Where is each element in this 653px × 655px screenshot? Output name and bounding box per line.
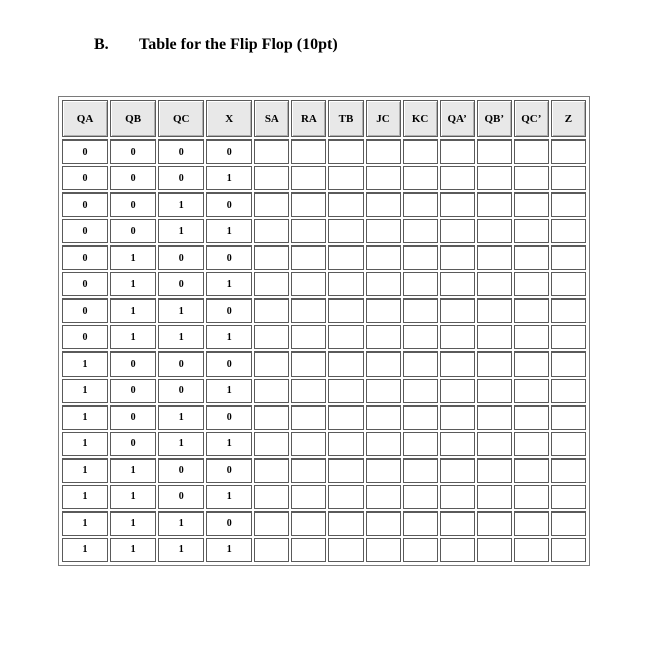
input-cell: 0	[110, 166, 156, 190]
blank-answer-cell[interactable]	[291, 351, 326, 376]
table-row	[62, 405, 586, 430]
table-row	[62, 272, 586, 296]
blank-answer-cell[interactable]	[403, 298, 438, 323]
input-cell: 0	[206, 351, 252, 376]
blank-answer-cell[interactable]	[477, 405, 512, 430]
table-row	[62, 166, 586, 190]
blank-answer-cell[interactable]	[328, 485, 363, 509]
column-header: X	[206, 100, 252, 137]
blank-answer-cell[interactable]	[440, 139, 475, 164]
blank-answer-cell[interactable]	[551, 166, 586, 190]
blank-answer-cell[interactable]	[551, 351, 586, 376]
input-cell: 1	[206, 538, 252, 562]
input-cell: 0	[206, 139, 252, 164]
input-cell: 0	[158, 139, 204, 164]
blank-answer-cell[interactable]	[366, 272, 401, 296]
blank-answer-cell[interactable]	[440, 351, 475, 376]
input-cell: 0	[110, 379, 156, 403]
table-row	[62, 379, 586, 403]
input-cell: 1	[158, 192, 204, 217]
blank-answer-cell[interactable]	[366, 325, 401, 349]
blank-answer-cell[interactable]	[514, 166, 549, 190]
table-row	[62, 351, 586, 376]
blank-answer-cell[interactable]	[551, 298, 586, 323]
input-cell: 0	[62, 298, 108, 323]
input-cell: 1	[62, 379, 108, 403]
input-cell: 1	[206, 379, 252, 403]
blank-answer-cell[interactable]	[328, 511, 363, 536]
input-cell: 1	[110, 245, 156, 270]
blank-answer-cell[interactable]	[477, 432, 512, 456]
input-cell: 1	[110, 538, 156, 562]
blank-answer-cell[interactable]	[328, 166, 363, 190]
blank-answer-cell[interactable]	[366, 192, 401, 217]
blank-answer-cell[interactable]	[514, 351, 549, 376]
blank-answer-cell[interactable]	[514, 139, 549, 164]
blank-answer-cell[interactable]	[477, 192, 512, 217]
blank-answer-cell[interactable]	[328, 379, 363, 403]
blank-answer-cell[interactable]	[551, 405, 586, 430]
blank-answer-cell[interactable]	[551, 219, 586, 243]
blank-answer-cell[interactable]	[440, 511, 475, 536]
input-cell: 1	[206, 432, 252, 456]
blank-answer-cell[interactable]	[291, 379, 326, 403]
blank-answer-cell[interactable]	[440, 219, 475, 243]
blank-answer-cell[interactable]	[291, 272, 326, 296]
blank-answer-cell[interactable]	[403, 485, 438, 509]
blank-answer-cell[interactable]	[291, 511, 326, 536]
blank-answer-cell[interactable]	[440, 166, 475, 190]
table-row	[62, 298, 586, 323]
blank-answer-cell[interactable]	[551, 192, 586, 217]
input-cell: 1	[206, 166, 252, 190]
blank-answer-cell[interactable]	[477, 538, 512, 562]
input-cell: 0	[206, 405, 252, 430]
input-cell: 0	[110, 139, 156, 164]
blank-answer-cell[interactable]	[403, 325, 438, 349]
blank-answer-cell[interactable]	[514, 538, 549, 562]
blank-answer-cell[interactable]	[291, 166, 326, 190]
flip-flop-table-frame	[58, 96, 590, 566]
table-row	[62, 219, 586, 243]
table-row	[62, 432, 586, 456]
blank-answer-cell[interactable]	[403, 538, 438, 562]
input-cell: 0	[158, 351, 204, 376]
table-row	[62, 485, 586, 509]
blank-answer-cell[interactable]	[254, 166, 289, 190]
blank-answer-cell[interactable]	[477, 166, 512, 190]
blank-answer-cell[interactable]	[403, 458, 438, 483]
blank-answer-cell[interactable]	[551, 139, 586, 164]
input-cell: 0	[62, 166, 108, 190]
blank-answer-cell[interactable]	[440, 272, 475, 296]
input-cell: 0	[158, 485, 204, 509]
blank-answer-cell[interactable]	[291, 192, 326, 217]
blank-answer-cell[interactable]	[328, 351, 363, 376]
column-header: KC	[403, 100, 438, 137]
table-body	[62, 139, 586, 562]
column-header: TB	[328, 100, 363, 137]
blank-answer-cell[interactable]	[254, 245, 289, 270]
input-cell: 1	[110, 272, 156, 296]
blank-answer-cell[interactable]	[514, 458, 549, 483]
input-cell: 0	[110, 405, 156, 430]
input-cell: 1	[110, 325, 156, 349]
input-cell: 1	[62, 351, 108, 376]
input-cell: 0	[110, 192, 156, 217]
input-cell: 0	[206, 192, 252, 217]
blank-answer-cell[interactable]	[328, 405, 363, 430]
blank-answer-cell[interactable]	[254, 432, 289, 456]
header-row	[62, 100, 586, 137]
blank-answer-cell[interactable]	[328, 272, 363, 296]
input-cell: 0	[110, 219, 156, 243]
blank-answer-cell[interactable]	[254, 325, 289, 349]
blank-answer-cell[interactable]	[551, 538, 586, 562]
blank-answer-cell[interactable]	[328, 139, 363, 164]
blank-answer-cell[interactable]	[440, 325, 475, 349]
input-cell: 1	[206, 325, 252, 349]
table-row	[62, 538, 586, 562]
blank-answer-cell[interactable]	[551, 511, 586, 536]
blank-answer-cell[interactable]	[254, 351, 289, 376]
blank-answer-cell[interactable]	[328, 325, 363, 349]
blank-answer-cell[interactable]	[291, 245, 326, 270]
blank-answer-cell[interactable]	[551, 485, 586, 509]
blank-answer-cell[interactable]	[254, 485, 289, 509]
blank-answer-cell[interactable]	[366, 139, 401, 164]
blank-answer-cell[interactable]	[328, 192, 363, 217]
input-cell: 1	[62, 485, 108, 509]
input-cell: 0	[110, 432, 156, 456]
blank-answer-cell[interactable]	[254, 458, 289, 483]
flip-flop-table	[60, 98, 588, 564]
input-cell: 0	[62, 325, 108, 349]
blank-answer-cell[interactable]	[514, 298, 549, 323]
input-cell: 1	[158, 325, 204, 349]
blank-answer-cell[interactable]	[254, 139, 289, 164]
blank-answer-cell[interactable]	[514, 219, 549, 243]
blank-answer-cell[interactable]	[477, 245, 512, 270]
blank-answer-cell[interactable]	[551, 458, 586, 483]
blank-answer-cell[interactable]	[254, 219, 289, 243]
blank-answer-cell[interactable]	[254, 298, 289, 323]
blank-answer-cell[interactable]	[477, 485, 512, 509]
blank-answer-cell[interactable]	[514, 485, 549, 509]
input-cell: 0	[206, 245, 252, 270]
column-header: QB’	[477, 100, 512, 137]
blank-answer-cell[interactable]	[291, 538, 326, 562]
section-heading	[94, 36, 338, 54]
blank-answer-cell[interactable]	[254, 379, 289, 403]
blank-answer-cell[interactable]	[403, 405, 438, 430]
blank-answer-cell[interactable]	[366, 166, 401, 190]
input-cell: 1	[62, 511, 108, 536]
section-number: B.	[94, 36, 109, 53]
column-header: QB	[110, 100, 156, 137]
blank-answer-cell[interactable]	[254, 192, 289, 217]
blank-answer-cell[interactable]	[403, 166, 438, 190]
blank-answer-cell[interactable]	[477, 351, 512, 376]
table-row	[62, 192, 586, 217]
blank-answer-cell[interactable]	[551, 272, 586, 296]
blank-answer-cell[interactable]	[440, 192, 475, 217]
table-row	[62, 139, 586, 164]
table-row	[62, 458, 586, 483]
input-cell: 1	[62, 538, 108, 562]
blank-answer-cell[interactable]	[551, 432, 586, 456]
column-header: Z	[551, 100, 586, 137]
input-cell: 1	[206, 272, 252, 296]
blank-answer-cell[interactable]	[551, 379, 586, 403]
blank-answer-cell[interactable]	[366, 458, 401, 483]
input-cell: 1	[158, 219, 204, 243]
blank-answer-cell[interactable]	[328, 538, 363, 562]
blank-answer-cell[interactable]	[440, 245, 475, 270]
input-cell: 0	[62, 272, 108, 296]
input-cell: 1	[62, 432, 108, 456]
table-row	[62, 325, 586, 349]
blank-answer-cell[interactable]	[514, 325, 549, 349]
blank-answer-cell[interactable]	[440, 458, 475, 483]
input-cell: 0	[158, 379, 204, 403]
blank-answer-cell[interactable]	[328, 432, 363, 456]
input-cell: 0	[206, 511, 252, 536]
blank-answer-cell[interactable]	[403, 139, 438, 164]
input-cell: 0	[158, 245, 204, 270]
input-cell: 1	[158, 298, 204, 323]
blank-answer-cell[interactable]	[514, 405, 549, 430]
blank-answer-cell[interactable]	[366, 432, 401, 456]
blank-answer-cell[interactable]	[291, 219, 326, 243]
blank-answer-cell[interactable]	[403, 379, 438, 403]
blank-answer-cell[interactable]	[477, 458, 512, 483]
blank-answer-cell[interactable]	[328, 245, 363, 270]
input-cell: 1	[62, 405, 108, 430]
section-title: Table for the Flip Flop (10pt)	[139, 36, 338, 53]
blank-answer-cell[interactable]	[366, 485, 401, 509]
input-cell: 0	[158, 272, 204, 296]
blank-answer-cell[interactable]	[440, 379, 475, 403]
column-header: QC	[158, 100, 204, 137]
column-header: QA’	[440, 100, 475, 137]
column-header: JC	[366, 100, 401, 137]
input-cell: 0	[62, 245, 108, 270]
blank-answer-cell[interactable]	[366, 511, 401, 536]
blank-answer-cell[interactable]	[366, 351, 401, 376]
blank-answer-cell[interactable]	[477, 325, 512, 349]
blank-answer-cell[interactable]	[403, 272, 438, 296]
input-cell: 1	[110, 298, 156, 323]
column-header: RA	[291, 100, 326, 137]
input-cell: 0	[206, 458, 252, 483]
input-cell: 1	[158, 538, 204, 562]
blank-answer-cell[interactable]	[403, 192, 438, 217]
input-cell: 0	[62, 192, 108, 217]
column-header: QC’	[514, 100, 549, 137]
blank-answer-cell[interactable]	[403, 511, 438, 536]
blank-answer-cell[interactable]	[514, 272, 549, 296]
column-header: SA	[254, 100, 289, 137]
table-row	[62, 511, 586, 536]
blank-answer-cell[interactable]	[477, 511, 512, 536]
blank-answer-cell[interactable]	[514, 432, 549, 456]
input-cell: 0	[62, 219, 108, 243]
input-cell: 1	[206, 219, 252, 243]
blank-answer-cell[interactable]	[440, 405, 475, 430]
blank-answer-cell[interactable]	[366, 379, 401, 403]
blank-answer-cell[interactable]	[403, 219, 438, 243]
blank-answer-cell[interactable]	[477, 272, 512, 296]
blank-answer-cell[interactable]	[440, 298, 475, 323]
table-row	[62, 245, 586, 270]
blank-answer-cell[interactable]	[328, 458, 363, 483]
blank-answer-cell[interactable]	[291, 298, 326, 323]
input-cell: 1	[62, 458, 108, 483]
input-cell: 1	[206, 485, 252, 509]
column-header: QA	[62, 100, 108, 137]
blank-answer-cell[interactable]	[366, 219, 401, 243]
input-cell: 0	[62, 139, 108, 164]
input-cell: 1	[158, 405, 204, 430]
blank-answer-cell[interactable]	[477, 219, 512, 243]
blank-answer-cell[interactable]	[366, 298, 401, 323]
blank-answer-cell[interactable]	[477, 139, 512, 164]
blank-answer-cell[interactable]	[551, 325, 586, 349]
blank-answer-cell[interactable]	[477, 298, 512, 323]
input-cell: 1	[110, 485, 156, 509]
blank-answer-cell[interactable]	[366, 245, 401, 270]
input-cell: 1	[110, 458, 156, 483]
blank-answer-cell[interactable]	[291, 325, 326, 349]
input-cell: 1	[110, 511, 156, 536]
input-cell: 0	[206, 298, 252, 323]
input-cell: 0	[158, 458, 204, 483]
blank-answer-cell[interactable]	[291, 485, 326, 509]
blank-answer-cell[interactable]	[551, 245, 586, 270]
blank-answer-cell[interactable]	[403, 351, 438, 376]
input-cell: 1	[158, 432, 204, 456]
blank-answer-cell[interactable]	[254, 272, 289, 296]
blank-answer-cell[interactable]	[403, 432, 438, 456]
blank-answer-cell[interactable]	[440, 432, 475, 456]
blank-answer-cell[interactable]	[328, 298, 363, 323]
blank-answer-cell[interactable]	[514, 379, 549, 403]
blank-answer-cell[interactable]	[291, 432, 326, 456]
blank-answer-cell[interactable]	[291, 458, 326, 483]
blank-answer-cell[interactable]	[291, 405, 326, 430]
blank-answer-cell[interactable]	[477, 379, 512, 403]
blank-answer-cell[interactable]	[440, 485, 475, 509]
blank-answer-cell[interactable]	[254, 405, 289, 430]
blank-answer-cell[interactable]	[440, 538, 475, 562]
blank-answer-cell[interactable]	[291, 139, 326, 164]
blank-answer-cell[interactable]	[514, 192, 549, 217]
blank-answer-cell[interactable]	[366, 405, 401, 430]
blank-answer-cell[interactable]	[366, 538, 401, 562]
input-cell: 1	[158, 511, 204, 536]
blank-answer-cell[interactable]	[514, 245, 549, 270]
blank-answer-cell[interactable]	[514, 511, 549, 536]
blank-answer-cell[interactable]	[403, 245, 438, 270]
input-cell: 0	[158, 166, 204, 190]
blank-answer-cell[interactable]	[328, 219, 363, 243]
input-cell: 0	[110, 351, 156, 376]
blank-answer-cell[interactable]	[254, 511, 289, 536]
blank-answer-cell[interactable]	[254, 538, 289, 562]
